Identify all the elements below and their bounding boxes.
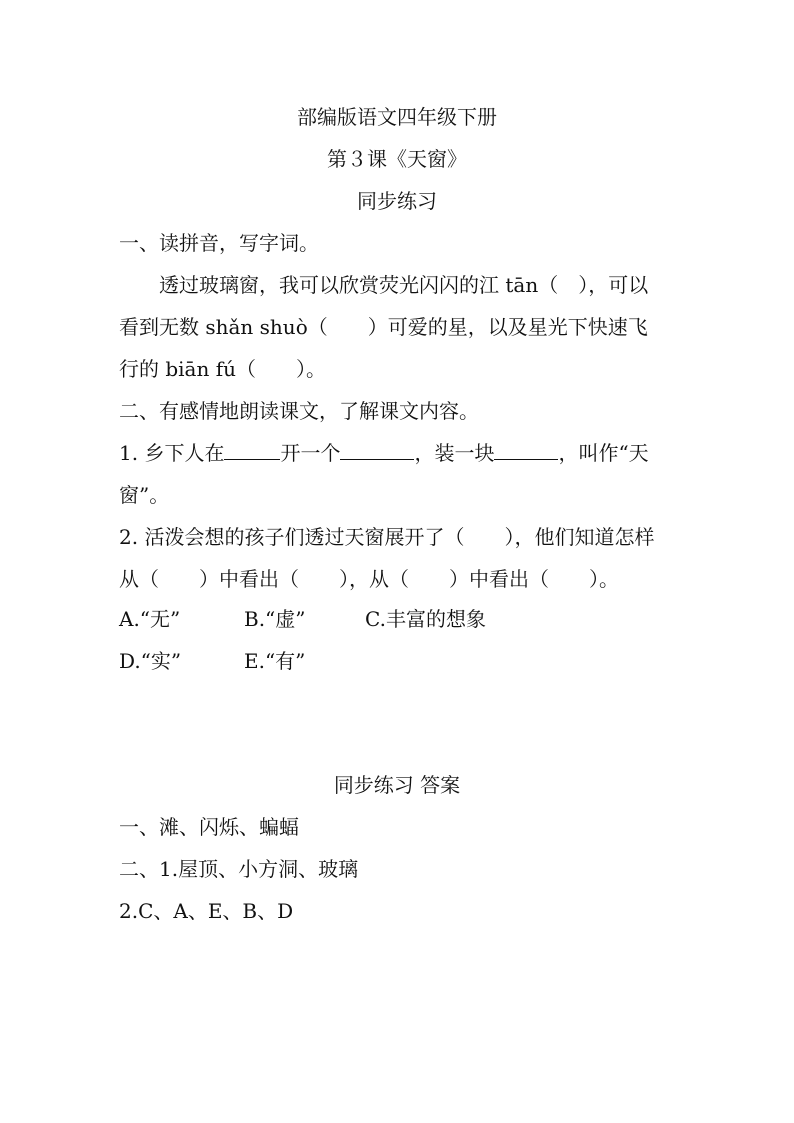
fill-blank bbox=[340, 441, 414, 460]
q1-mid2: ，装一块 bbox=[414, 441, 495, 465]
answers-heading: 同步练习 答案 bbox=[333, 773, 461, 797]
question2-line1: 2. 活泼会想的孩子们透过天窗展开了（ ），他们知道怎样 bbox=[119, 525, 655, 549]
lesson-title: 第３课《天窗》 bbox=[327, 147, 467, 171]
fill-blank bbox=[224, 441, 280, 460]
section1-heading: 一、读拼音，写字词。 bbox=[119, 231, 319, 255]
doc-title: 部编版语文四年级下册 bbox=[297, 105, 497, 129]
section2-heading: 二、有感情地朗读课文，了解课文内容。 bbox=[119, 399, 479, 423]
answer-section1: 一、滩、闪烁、蝙蝠 bbox=[119, 815, 299, 839]
fill-blank bbox=[494, 441, 558, 460]
question1-line1 bbox=[119, 441, 679, 465]
q1-suffix: ，叫作“天 bbox=[558, 441, 649, 465]
section1-text-line3: 行的 biān fú（ ）。 bbox=[119, 357, 327, 381]
question2-line2: 从（ ）中看出（ ），从（ ）中看出（ ）。 bbox=[119, 567, 619, 591]
answer-section2-q2: 2.C、A、E、B、D bbox=[119, 899, 294, 923]
question1-line2: 窗”。 bbox=[119, 483, 170, 507]
option-d: D.“实” bbox=[119, 649, 182, 673]
q1-prefix: 1. 乡下人在 bbox=[119, 441, 225, 465]
answer-section2-q1: 二、1.屋顶、小方洞、玻璃 bbox=[119, 857, 359, 881]
options-row2 bbox=[119, 649, 679, 673]
option-c: C.丰富的想象 bbox=[365, 607, 486, 631]
section1-text-line2: 看到无数 shǎn shuò（ ）可爱的星，以及星光下快速飞 bbox=[119, 315, 648, 339]
options-row1 bbox=[119, 607, 679, 631]
option-b: B.“虚” bbox=[244, 607, 306, 631]
option-a: A.“无” bbox=[119, 607, 181, 631]
section1-text-line1: 透过玻璃窗，我可以欣赏荧光闪闪的江 tān（ ），可以 bbox=[159, 273, 649, 297]
exercise-subtitle: 同步练习 bbox=[357, 189, 437, 213]
option-e: E.“有” bbox=[244, 649, 306, 673]
q1-mid1: 开一个 bbox=[280, 441, 341, 465]
